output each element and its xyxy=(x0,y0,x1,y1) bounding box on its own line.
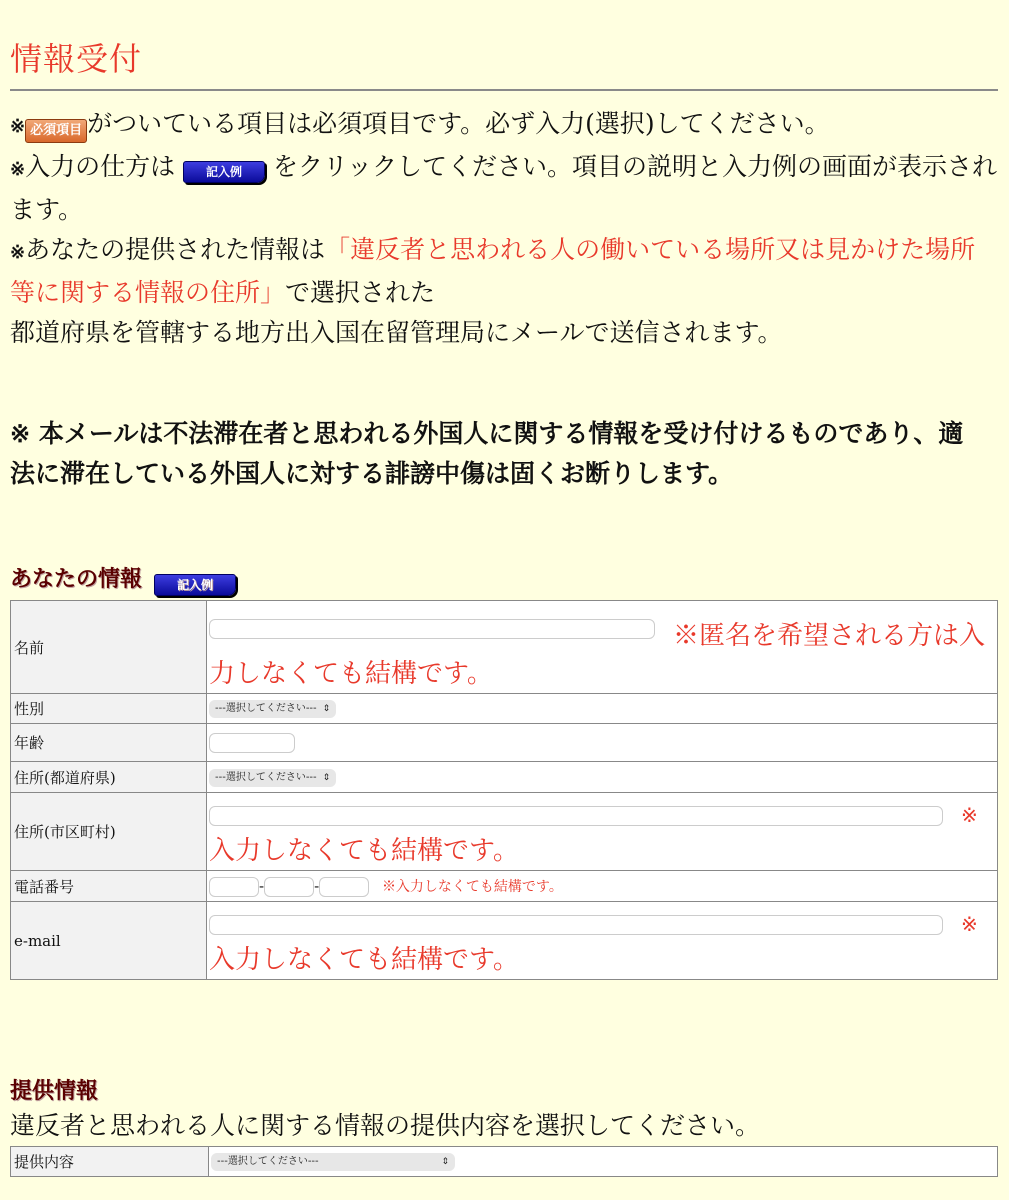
name-field-cell xyxy=(207,601,998,694)
age-field-cell xyxy=(207,724,998,762)
prefecture-select-value: ---選択してください--- xyxy=(215,771,317,783)
table-row-age xyxy=(11,724,998,762)
intro-howto-text: 入力の仕方は xyxy=(25,152,176,181)
content-field-cell xyxy=(209,1147,998,1177)
intro-text xyxy=(10,104,1000,353)
defamation-notice xyxy=(10,414,970,494)
city-optional-note: 入力しなくても結構です。 xyxy=(209,835,519,866)
example-button-intro[interactable]: 記入例 xyxy=(183,161,265,183)
note-mark: ※ xyxy=(10,116,26,137)
phone-label: 電話番号 xyxy=(11,871,207,902)
content-label: 提供内容 xyxy=(11,1147,209,1177)
content-select[interactable] xyxy=(211,1153,455,1171)
note-mark: ※ xyxy=(10,419,31,448)
email-label: e-mail xyxy=(11,902,207,980)
note-mark: ※ xyxy=(10,159,26,180)
city-note-mark: ※ xyxy=(961,802,978,827)
table-row-phone xyxy=(11,871,998,902)
table-row-content xyxy=(11,1147,998,1177)
table-row-email xyxy=(11,902,998,980)
page-title: 情報受付 xyxy=(10,40,143,78)
gender-field-cell xyxy=(207,694,998,724)
phone-optional-note: ※入力しなくても結構です。 xyxy=(381,878,563,895)
updown-arrow-icon: ⇕ xyxy=(322,704,331,714)
age-input[interactable] xyxy=(209,733,295,753)
city-label: 住所(市区町村) xyxy=(11,793,207,871)
prefecture-label: 住所(都道府県) xyxy=(11,762,207,793)
email-note-mark: ※ xyxy=(961,911,978,936)
required-badge-icon: 必須項目 xyxy=(25,119,87,143)
name-input[interactable] xyxy=(209,619,655,639)
phone-input-1[interactable] xyxy=(209,877,259,897)
intro-line-destination xyxy=(10,230,1000,353)
city-input[interactable] xyxy=(209,806,943,826)
gender-label: 性別 xyxy=(11,694,207,724)
gender-select[interactable] xyxy=(209,700,336,718)
phone-field-cell xyxy=(207,871,998,902)
intro-line-howto xyxy=(10,147,1000,230)
title-divider xyxy=(10,89,998,91)
content-select-value: ---選択してください--- xyxy=(217,1156,319,1167)
provided-info-table xyxy=(10,1146,998,1177)
defamation-notice-text: 本メールは不法滞在者と思われる外国人に関する情報を受け付けるものであり、適法に滞在している外国人に対する誹謗中傷は固くお断りします。 xyxy=(10,419,964,488)
intro-destination-text: あなたの提供された情報は xyxy=(25,235,326,264)
example-button-your-info[interactable]: 記入例 xyxy=(154,574,236,596)
updown-arrow-icon: ⇕ xyxy=(441,1157,449,1167)
note-mark: ※ xyxy=(10,242,26,263)
city-field-cell xyxy=(207,793,998,871)
intro-destination-line4: 都道府県を管轄する地方出入国在留管理局にメールで送信されます。 xyxy=(10,318,783,347)
email-field-cell xyxy=(207,902,998,980)
city-input-line xyxy=(209,794,995,832)
phone-input-3[interactable] xyxy=(319,877,369,897)
updown-arrow-icon: ⇕ xyxy=(322,772,331,783)
provided-info-description: 違反者と思われる人に関する情報の提供内容を選択してください。 xyxy=(10,1111,761,1140)
email-input[interactable] xyxy=(209,915,943,935)
intro-line-required xyxy=(10,104,1000,147)
name-label: 名前 xyxy=(11,601,207,694)
table-row-name xyxy=(11,601,998,694)
gender-select-value: ---選択してください--- xyxy=(215,703,317,714)
provided-info-heading: 提供情報 xyxy=(10,1079,99,1104)
your-info-heading-text: あなたの情報 xyxy=(10,567,143,592)
table-row-gender xyxy=(11,694,998,724)
table-row-city xyxy=(11,793,998,871)
prefecture-field-cell xyxy=(207,762,998,793)
your-info-table xyxy=(10,600,998,980)
intro-howto-text-after: をクリックしてください。項目の説明と入力例の画面が表示されます。 xyxy=(10,152,998,224)
intro-destination-text-after: で選択された xyxy=(285,278,436,307)
prefecture-select[interactable] xyxy=(209,769,336,787)
intro-required-text: がついている項目は必須項目です。必ず入力(選択)してください。 xyxy=(87,109,830,138)
phone-separator: - xyxy=(259,876,265,895)
email-optional-note: 入力しなくても結構です。 xyxy=(209,944,519,975)
table-row-prefecture xyxy=(11,762,998,793)
age-label: 年齢 xyxy=(11,724,207,762)
phone-separator: - xyxy=(314,876,320,895)
phone-input-2[interactable] xyxy=(264,877,314,897)
email-input-line xyxy=(209,903,995,941)
your-info-heading xyxy=(10,562,236,596)
intro-destination-highlight: 「違反者と思われる人の働いている場所又は見かけた場所等に関する情報の住所」 xyxy=(10,235,976,307)
name-optional-note-full: ※匿名を希望される方は入力しなくても結構です。 xyxy=(209,621,986,689)
